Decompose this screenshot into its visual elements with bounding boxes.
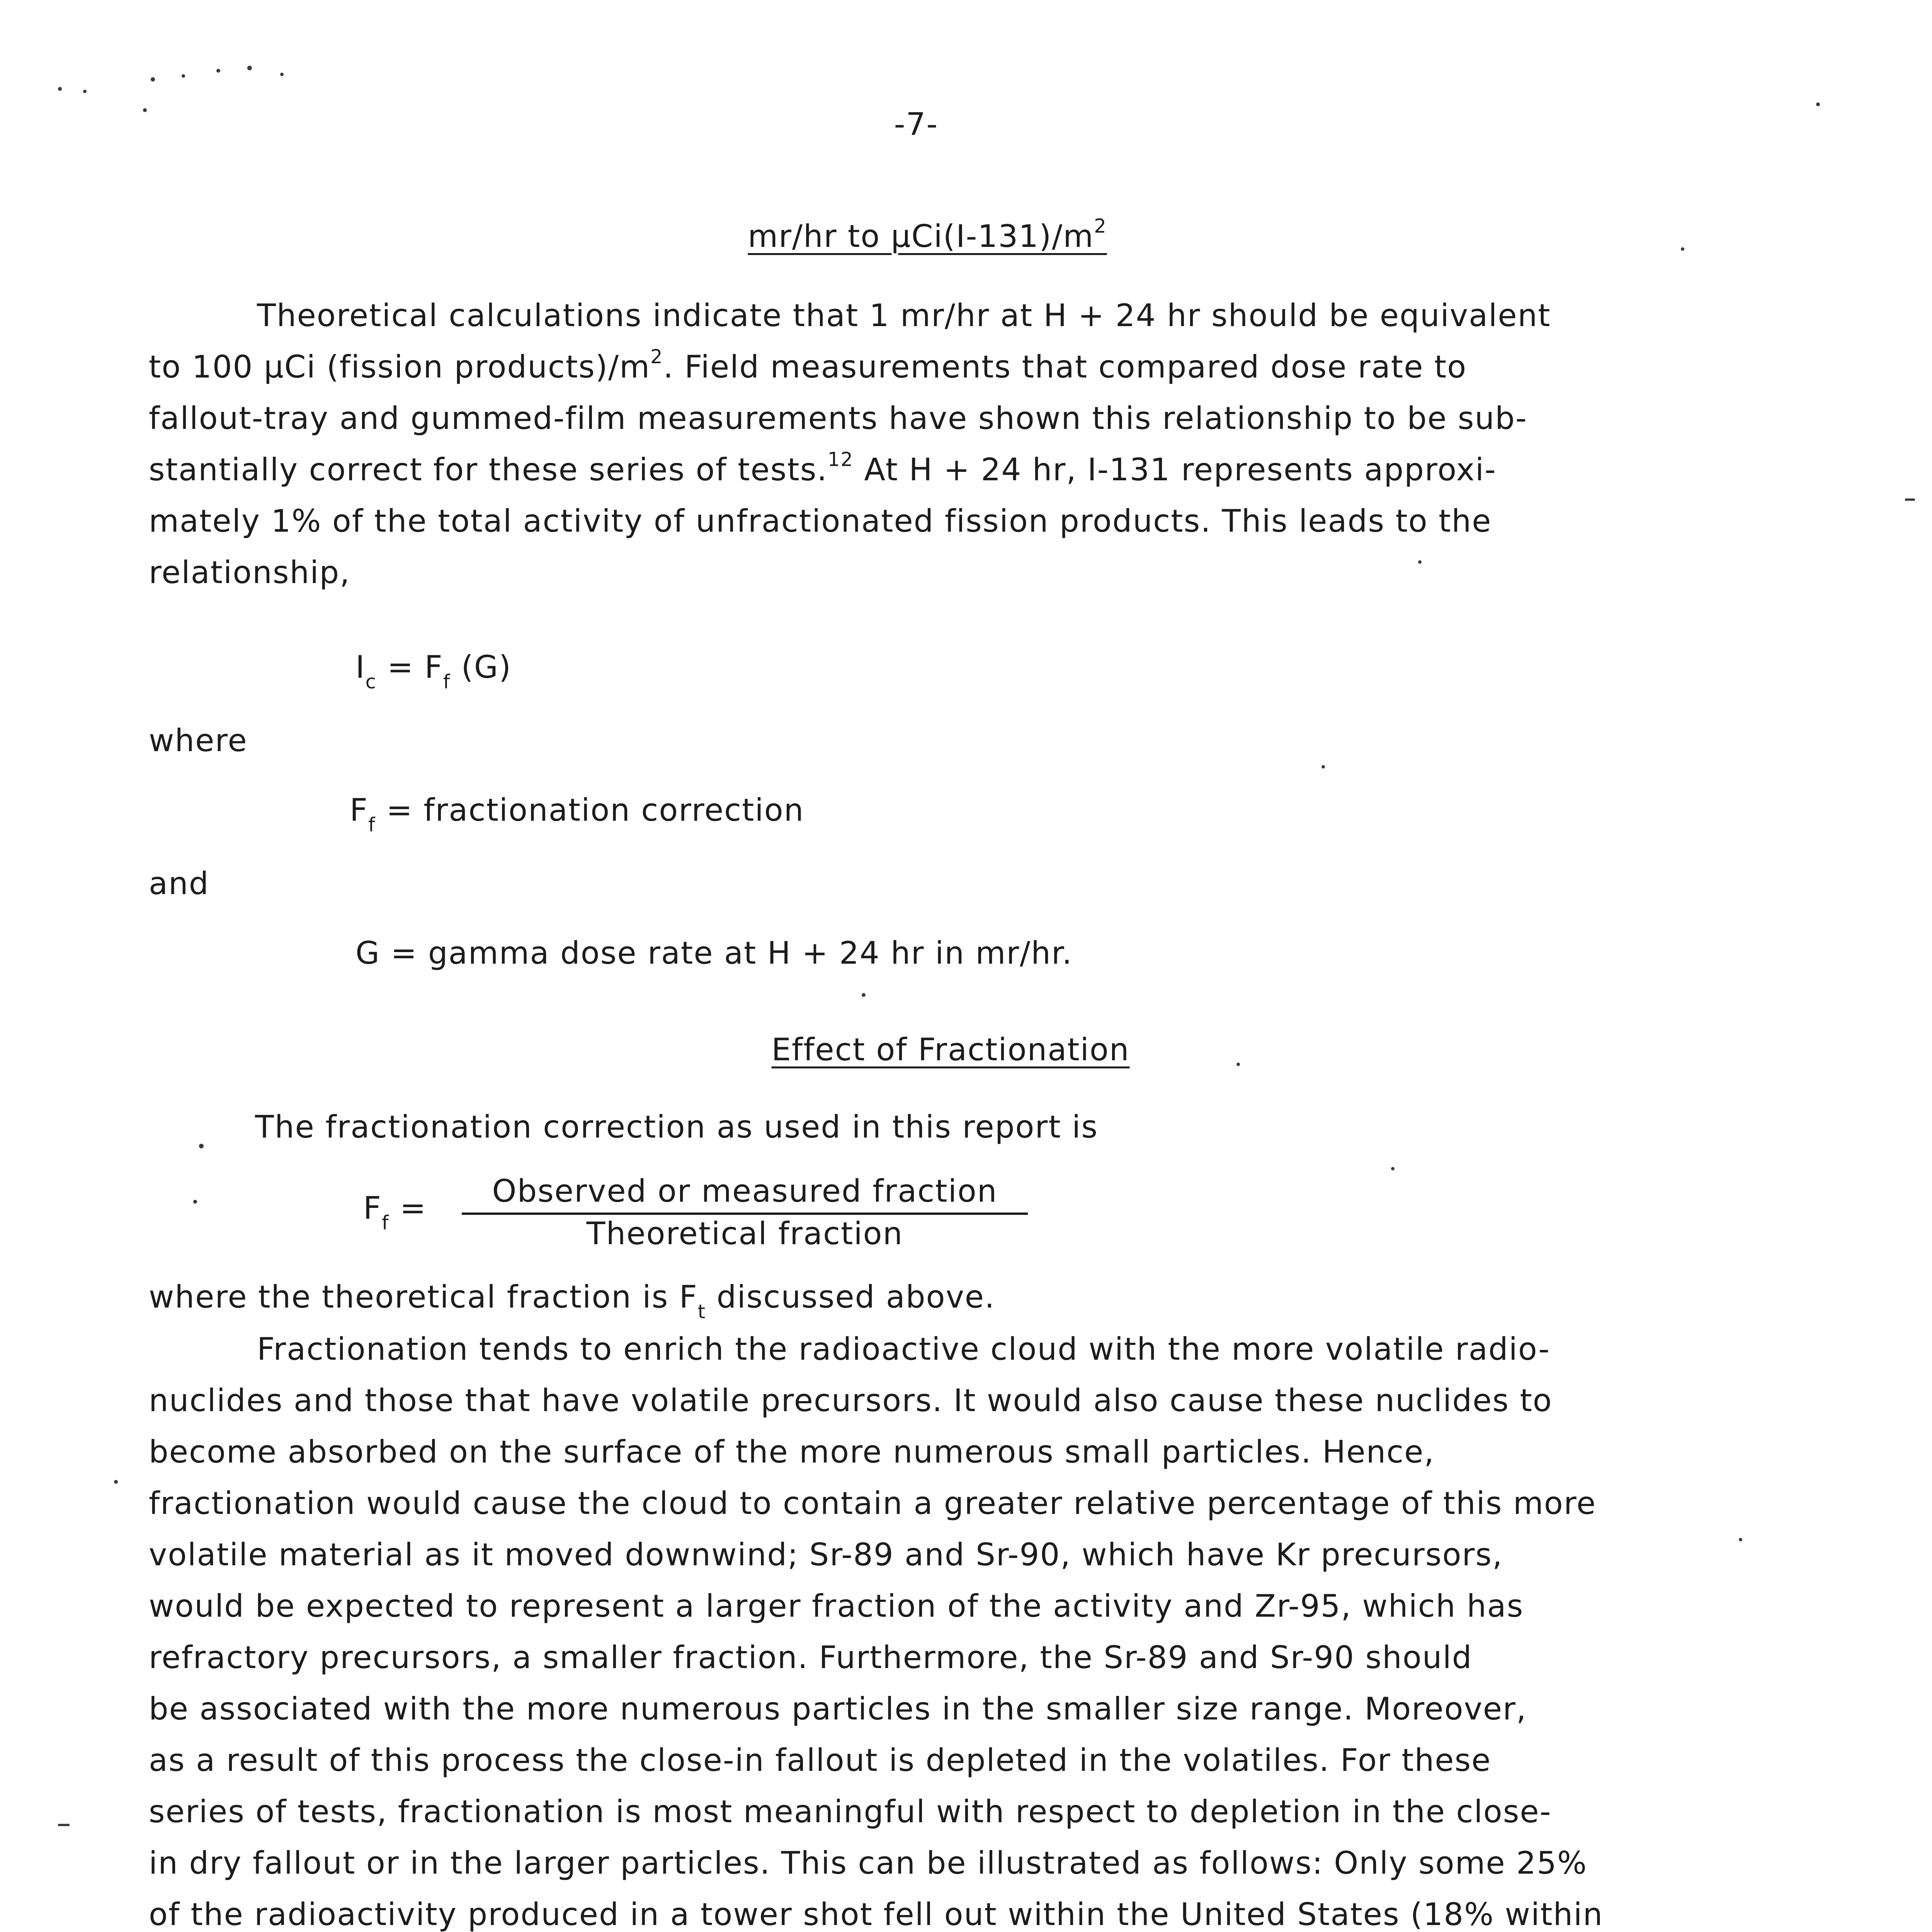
paragraph-line	[149, 444, 1810, 495]
equation-ff	[363, 1182, 427, 1234]
and-label: and	[149, 866, 209, 901]
paragraph-line: as a result of this process the close-in fallout is depleted in the volatiles. For these	[149, 1742, 1492, 1778]
paragraph-line: fractionation would cause the cloud to contain a greater relative percentage of this more	[149, 1485, 1597, 1521]
definition-ff	[350, 784, 804, 836]
eq-symbol: =	[389, 1190, 427, 1226]
where-label: where	[149, 723, 248, 759]
paragraph-line	[149, 341, 1810, 393]
heading-fractionation-text: Effect of Fractionation	[771, 1032, 1130, 1068]
paragraph-line: refractory precursors, a smaller fraction. Furthermore, the Sr-89 and Sr-90 should	[149, 1639, 1473, 1675]
intro-line: The fractionation correction as used in this report is	[255, 1109, 1099, 1145]
paragraph-line: nuclides and those that have volatile precursors. It would also cause these nuclides to	[149, 1383, 1553, 1418]
fraction-numerator: Observed or measured fraction	[492, 1173, 998, 1209]
footnote-ref: 12	[827, 448, 854, 471]
line-text: to 100 μCi (fission products)/m	[149, 349, 651, 385]
def-subscript: f	[368, 813, 376, 836]
paragraph-1	[149, 290, 1810, 598]
eq-subscript: t	[697, 1300, 706, 1323]
page-number: -7-	[894, 106, 939, 142]
paragraph-line: fallout-tray and gummed-film measurements have shown this relationship to be sub-	[149, 400, 1527, 436]
eq-subscript: f	[382, 1211, 389, 1234]
paragraph-line: be associated with the more numerous particles in the smaller size range. Moreover,	[149, 1691, 1527, 1727]
eq-subscript: c	[365, 670, 377, 693]
fraction-denominator: Theoretical fraction	[586, 1216, 903, 1252]
section-heading-units	[618, 211, 1236, 262]
section-heading-fractionation	[641, 1024, 1260, 1075]
superscript: 2	[650, 345, 663, 368]
paragraph-line: become absorbed on the surface of the more numerous small particles. Hence,	[149, 1434, 1435, 1470]
eq-subscript: f	[443, 670, 451, 693]
paragraph-line: in dry fallout or in the larger particles. This can be illustrated as follows: Only some 25%	[149, 1845, 1587, 1881]
eq-symbol: = F	[376, 649, 443, 685]
equation-ic	[355, 641, 512, 693]
line-text: . Field measurements that compared dose rate to	[663, 349, 1467, 385]
eq-symbol: (G)	[451, 649, 512, 685]
paragraph-line: Fractionation tends to enrich the radioactive cloud with the more volatile radio-	[257, 1331, 1551, 1367]
eq-symbol: F	[363, 1190, 382, 1226]
eq-symbol: I	[355, 649, 366, 685]
line-text: discussed above.	[706, 1279, 995, 1315]
paragraph-line: mately 1% of the total activity of unfractionated fission products. This leads to the	[149, 503, 1492, 539]
heading-units-sup: 2	[1094, 214, 1107, 237]
line-text: At H + 24 hr, I-131 represents approxi-	[853, 452, 1497, 488]
paragraph-line: would be expected to represent a larger fraction of the activity and Zr-95, which has	[149, 1588, 1524, 1624]
def-symbol: F	[350, 792, 369, 828]
paragraph-line: of the radioactivity produced in a tower shot fell out within the United States (18% within	[149, 1896, 1604, 1932]
heading-units-text: mr/hr to μCi(I-131)/m	[748, 218, 1094, 254]
where-theoretical	[149, 1271, 995, 1323]
paragraph-line: Theoretical calculations indicate that 1 mr/hr at H + 24 hr should be equivalent	[257, 298, 1551, 333]
paragraph-2	[149, 1323, 1810, 1932]
paragraph-line: series of tests, fractionation is most meaningful with respect to depletion in the close-	[149, 1794, 1552, 1830]
line-text: stantially correct for these series of tests.	[149, 452, 828, 488]
paragraph-line: relationship,	[149, 554, 350, 590]
paragraph-line: volatile material as it moved downwind; Sr-89 and Sr-90, which have Kr precursors,	[149, 1537, 1503, 1573]
line-text: where the theoretical fraction is F	[149, 1279, 698, 1315]
def-text: = fractionation correction	[376, 792, 804, 828]
definition-g: G = gamma dose rate at H + 24 hr in mr/hr.	[355, 935, 1073, 971]
